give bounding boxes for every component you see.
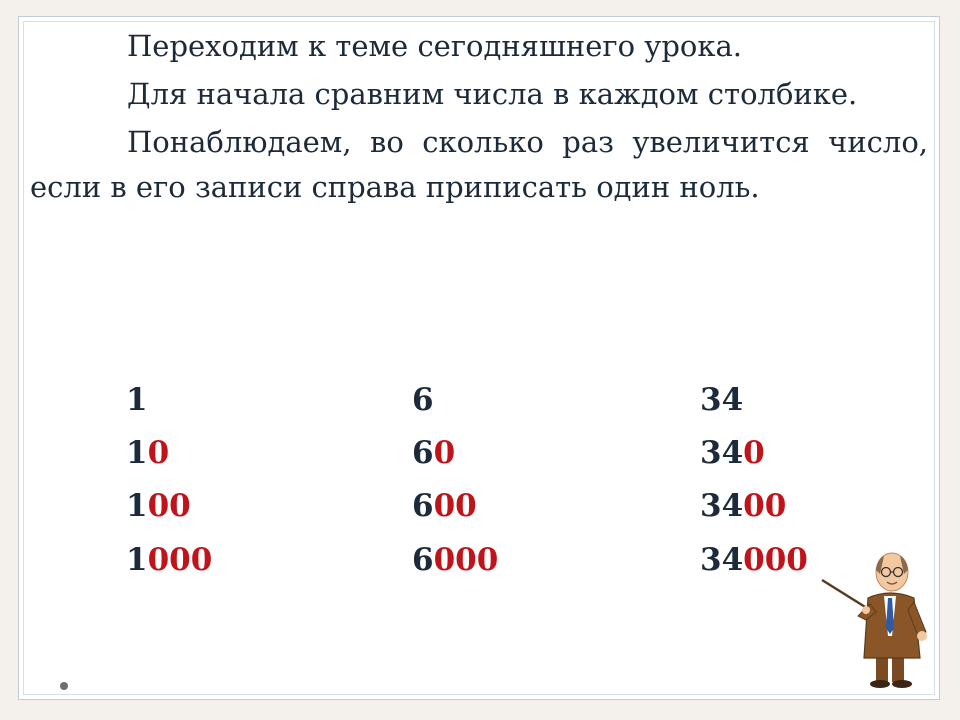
number-cell: 34000 [700,542,808,578]
number-cell: 340 [700,435,765,471]
bullet-dot [60,682,68,690]
number-cell: 600 [412,488,477,524]
number-cell: 6000 [412,542,499,578]
number-cell: 3400 [700,488,787,524]
paragraph-intro: Переходим к теме сегодняшнего урока. [127,29,743,63]
number-cell: 10 [126,435,170,471]
number-cell: 60 [412,435,456,471]
number-cell: 6 [412,382,434,418]
number-cell: 1 [126,382,148,418]
lesson-text [30,24,928,213]
number-cell: 100 [126,488,191,524]
number-cell: 1000 [126,542,213,578]
pointer-stick [822,580,870,610]
paragraph-compare: Для начала сравним числа в каждом столбике. [127,77,858,111]
teacher-illustration [818,540,938,690]
paragraph-observe: Понаблюдаем, во сколько раз увеличится число, если в его записи справа приписать один ноль. [30,125,928,204]
number-cell: 34 [700,382,744,418]
